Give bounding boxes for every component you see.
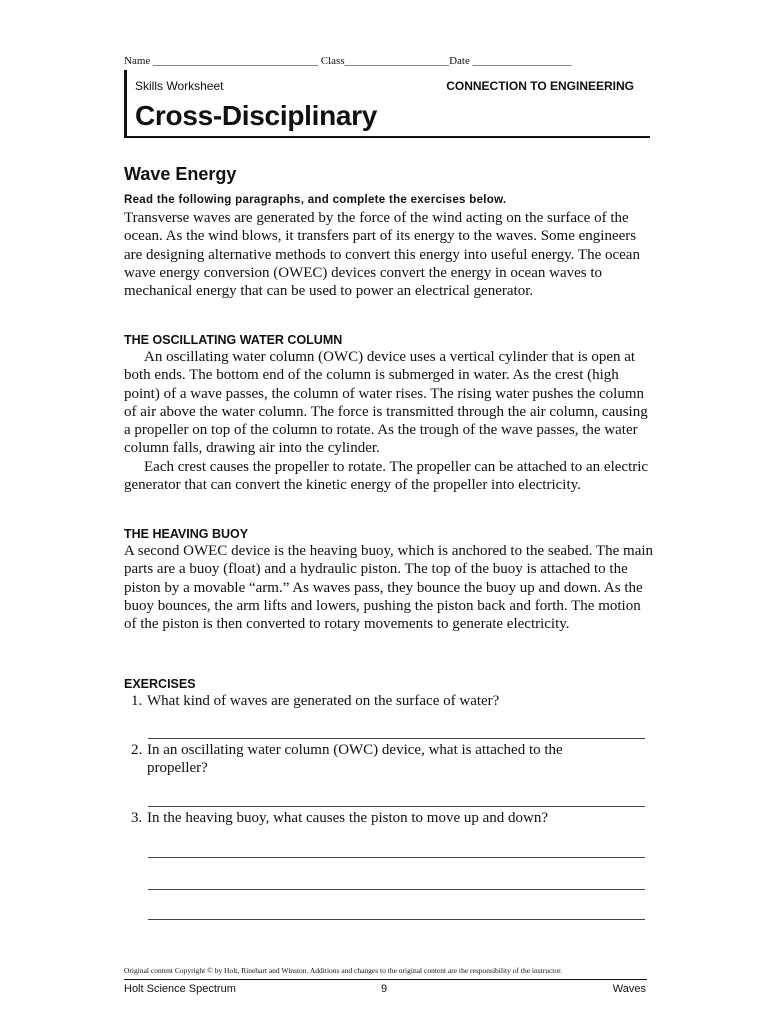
exercises-heading: EXERCISES (124, 677, 196, 691)
answer-line-2[interactable] (148, 806, 645, 807)
footer-publisher: Holt Science Spectrum (124, 983, 236, 995)
question-text: What kind of waves are generated on the surface of water? (147, 693, 500, 709)
page-title: Cross-Disciplinary (135, 100, 378, 131)
owc-heading: THE OSCILLATING WATER COLUMN (124, 333, 343, 347)
question-3 (131, 809, 646, 827)
owc-paragraph-1: An oscillating water column (OWC) device uses a vertical cylinder that is open at both ends. The bottom end of the column is submerged in water. As the crest (high point) of a wave passes, the column of water rises. The rising water pushes the column of air above the water column. The force is transmitted through the air column, causing a propeller on top of the column to rotate. As the trough of the wave passes, the water column falls, drawing air into the cylinder. (124, 349, 648, 457)
question-number: 3. (131, 810, 143, 826)
section-title: Wave Energy (124, 164, 237, 184)
connection-label: CONNECTION TO ENGINEERING (446, 79, 634, 93)
copyright-notice: Original content Copyright © by Holt, Rinehart and Winston. Additions and changes to the original content are the responsibility of the instructor. (124, 966, 563, 975)
question-2 (131, 741, 646, 778)
answer-line-1[interactable] (148, 738, 645, 739)
question-number: 1. (131, 693, 143, 709)
answer-line-3a[interactable] (148, 857, 645, 858)
question-text: In an oscillating water column (OWC) device, what is attached to the (147, 742, 563, 758)
intro-paragraph: Transverse waves are generated by the force of the wind acting on the surface of the ocean. As the wind blows, it transfers part of its energy to the waves. Some engineers are designing alternative methods to convert this energy into useful energy. The ocean wave energy conversion (OWEC) devices convert the energy in ocean waves to mechanical energy that can be used to power an electrical generator. (124, 210, 640, 300)
question-text-continued: propeller? (147, 760, 208, 777)
page-number: 9 (381, 983, 388, 995)
answer-line-3c[interactable] (148, 919, 645, 920)
answer-line-3b[interactable] (148, 889, 645, 890)
name-class-date-line: Name ______________________________ Class___________________Date __________________ (124, 55, 572, 67)
question-number: 2. (131, 742, 143, 758)
question-text: In the heaving buoy, what causes the piston to move up and down? (147, 810, 549, 826)
buoy-paragraph: A second OWEC device is the heaving buoy, which is anchored to the seabed. The main parts are a buoy (float) and a hydraulic piston. The top of the buoy is attached to the piston by a movable “arm.” As waves pass, they bounce the buoy up and down. As the buoy bounces, the arm lifts and lowers, pushing the piston back and forth. The motion of the piston is then converted to rotary movements to generate electricity. (124, 543, 654, 633)
footer-chapter: Waves (612, 983, 646, 995)
buoy-heading: THE HEAVING BUOY (124, 527, 249, 541)
question-1 (131, 692, 646, 710)
footer-divider (124, 979, 647, 980)
instructions: Read the following paragraphs, and complete the exercises below. (124, 194, 507, 206)
skills-worksheet-label: Skills Worksheet (135, 79, 224, 93)
owc-paragraph-2: Each crest causes the propeller to rotate. The propeller can be attached to an electric generator that can convert the kinetic energy of the propeller into electricity. (124, 459, 649, 494)
